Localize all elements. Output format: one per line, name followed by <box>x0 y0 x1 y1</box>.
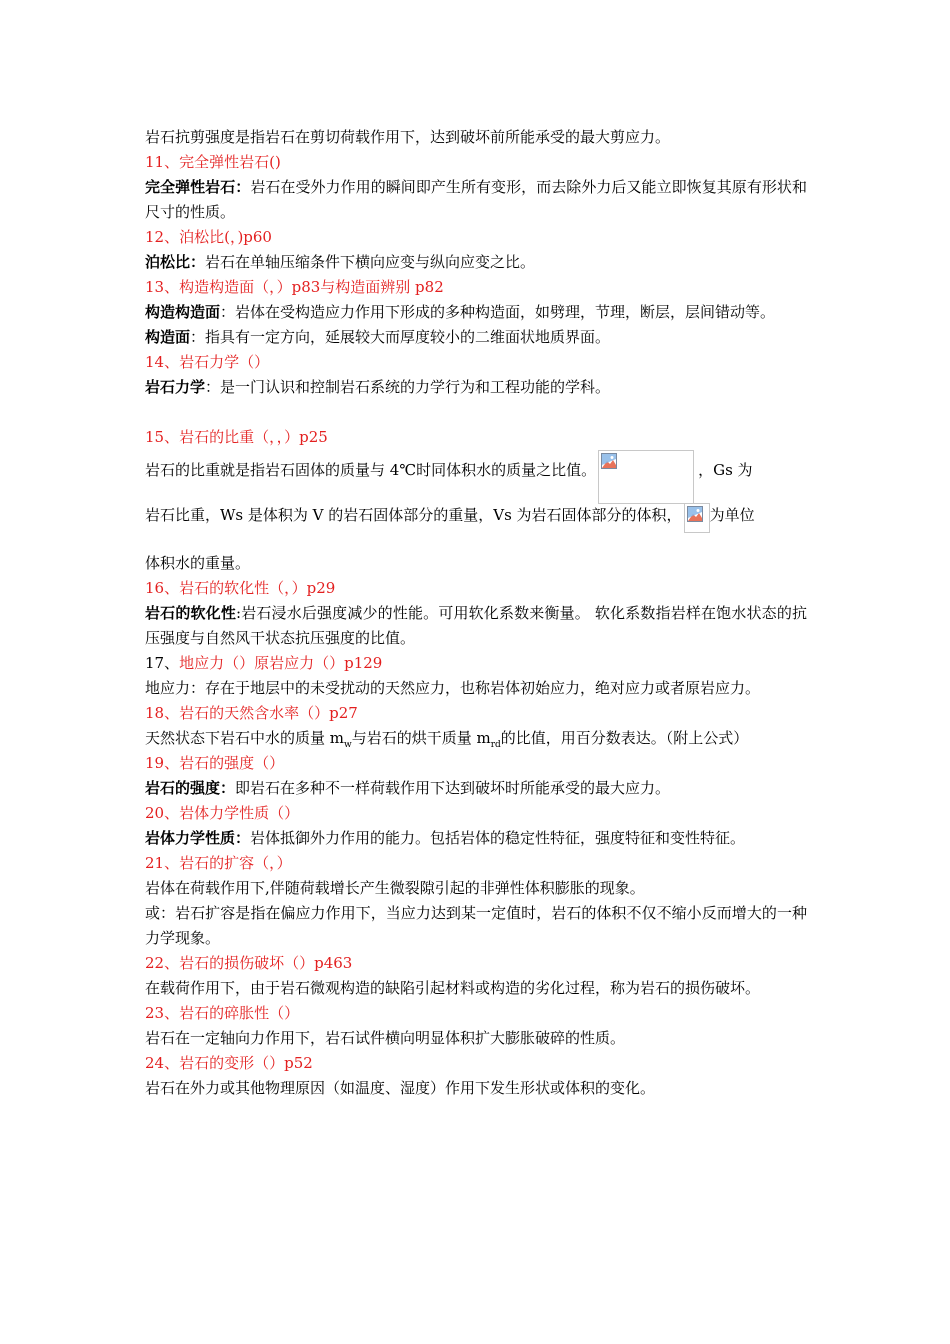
paragraph-15-line-3: 体积水的重量。 <box>145 554 251 572</box>
definition-18-part-1: 天然状态下岩石中水的质量 m <box>145 729 344 747</box>
definition-16: :岩石浸水后强度减少的性能。可用软化系数来衡量。 软化系数指岩样在饱水状态的抗压强度与自然风干状态抗压强度的比值。 <box>145 604 807 647</box>
heading-12: 12、泊松比(，)p60 <box>145 228 272 246</box>
definition-15-part-4: 为单位 <box>709 506 755 524</box>
paragraph-19 <box>145 776 807 801</box>
paragraph-21b: 或：岩石扩容是指在偏应力作用下，当应力达到某一定值时，岩石的体积不仅不缩小反而增大的一种力学现象。 <box>145 904 807 947</box>
term-11: 完全弹性岩石： <box>145 178 251 196</box>
term-19: 岩石的强度： <box>145 779 236 797</box>
heading-17-number: 17、 <box>145 654 180 672</box>
paragraph-15-line-2 <box>145 503 807 543</box>
term-13a: 构造构造面 <box>145 303 221 321</box>
heading-23: 23、岩石的碎胀性（） <box>145 1004 300 1022</box>
heading-21: 21、岩石的扩容（，） <box>145 854 292 872</box>
heading-22: 22、岩石的损伤破坏（）p463 <box>145 954 353 972</box>
heading-20: 20、岩体力学性质（） <box>145 804 300 822</box>
heading-16: 16、岩石的软化性（，）p29 <box>145 579 336 597</box>
paragraph-13a <box>145 300 807 325</box>
definition-11: 岩石在受外力作用的瞬间即产生所有变形，而去除外力后又能立即恢复其原有形状和尺寸的性质。 <box>145 178 807 221</box>
paragraph-22: 在载荷作用下，由于岩石微观构造的缺陷引起材料或构造的劣化过程，称为岩石的损伤破坏。 <box>145 979 761 997</box>
definition-12: 岩石在单轴压缩条件下横向应变与纵向应变之比。 <box>205 253 536 271</box>
paragraph-11 <box>145 175 807 225</box>
heading-14: 14、岩石力学（） <box>145 353 270 371</box>
definition-20: 岩体抵御外力作用的能力。包括岩体的稳定性特征，强度特征和变性特征。 <box>250 829 746 847</box>
paragraph-16 <box>145 601 807 651</box>
broken-image-icon <box>601 453 617 469</box>
blank-line <box>145 400 807 425</box>
definition-19: 即岩石在多种不一样荷载作用下达到破坏时所能承受的最大应力。 <box>235 779 671 797</box>
heading-15: 15、岩石的比重（，，）p25 <box>145 428 328 446</box>
heading-18: 18、岩石的天然含水率（）p27 <box>145 704 358 722</box>
paragraph-18 <box>145 726 807 751</box>
subscript-rd: rd <box>490 740 501 750</box>
broken-image-icon <box>687 506 703 522</box>
definition-15-part-2: ，Gs 为 <box>698 461 753 479</box>
term-14: 岩石力学 <box>145 378 206 396</box>
heading-17 <box>145 651 807 676</box>
paragraph-15-line-1 <box>145 450 807 496</box>
paragraph-17: 地应力：存在于地层中的未受扰动的天然应力，也称岩体初始应力，绝对应力或者原岩应力。 <box>145 679 761 697</box>
paragraph-14 <box>145 375 807 400</box>
definition-13a: ：岩体在受构造应力作用下形成的多种构造面，如劈理，节理，断层，层间错动等。 <box>220 303 776 321</box>
paragraph-23: 岩石在一定轴向力作用下，岩石试件横向明显体积扩大膨胀破碎的性质。 <box>145 1029 626 1047</box>
heading-17-text: 地应力（）原岩应力（）p129 <box>179 654 383 672</box>
definition-15-part-3: 岩石比重，Ws 是体积为 V 的岩石固体部分的重量，Vs 为岩石固体部分的体积， <box>145 506 682 524</box>
term-20: 岩体力学性质： <box>145 829 251 847</box>
term-13b: 构造面 <box>145 328 191 346</box>
term-12: 泊松比： <box>145 253 206 271</box>
heading-24: 24、岩石的变形（）p52 <box>145 1054 313 1072</box>
heading-19: 19、岩石的强度（） <box>145 754 285 772</box>
term-16: 岩石的软化性 <box>145 604 236 622</box>
formula-image-1 <box>598 450 694 504</box>
paragraph-13b <box>145 325 807 350</box>
paragraph-12 <box>145 250 807 275</box>
formula-image-2 <box>684 503 710 533</box>
document-body <box>145 125 807 1101</box>
definition-18-part-3: 的比值，用百分数表达。（附上公式） <box>500 729 749 747</box>
definition-14: ：是一门认识和控制岩石系统的力学行为和工程功能的学科。 <box>205 378 611 396</box>
heading-11: 11、完全弹性岩石() <box>145 153 281 171</box>
paragraph-24: 岩石在外力或其他物理原因（如温度、湿度）作用下发生形状或体积的变化。 <box>145 1079 656 1097</box>
heading-13: 13、构造构造面（，）p83与构造面辨别 p82 <box>145 278 444 296</box>
paragraph-shear-strength: 岩石抗剪强度是指岩石在剪切荷载作用下，达到破坏前所能承受的最大剪应力。 <box>145 128 671 146</box>
definition-18-part-2: 与岩石的烘干质量 m <box>351 729 491 747</box>
paragraph-20 <box>145 826 807 851</box>
definition-13b: ：指具有一定方向，延展较大而厚度较小的二维面状地质界面。 <box>190 328 611 346</box>
subscript-w: w <box>344 740 352 750</box>
paragraph-21a: 岩体在荷载作用下,伴随荷载增长产生微裂隙引起的非弹性体积膨胀的现象。 <box>145 879 645 897</box>
definition-15-part-1: 岩石的比重就是指岩石固体的质量与 4℃时同体积水的质量之比值。 <box>145 461 597 479</box>
